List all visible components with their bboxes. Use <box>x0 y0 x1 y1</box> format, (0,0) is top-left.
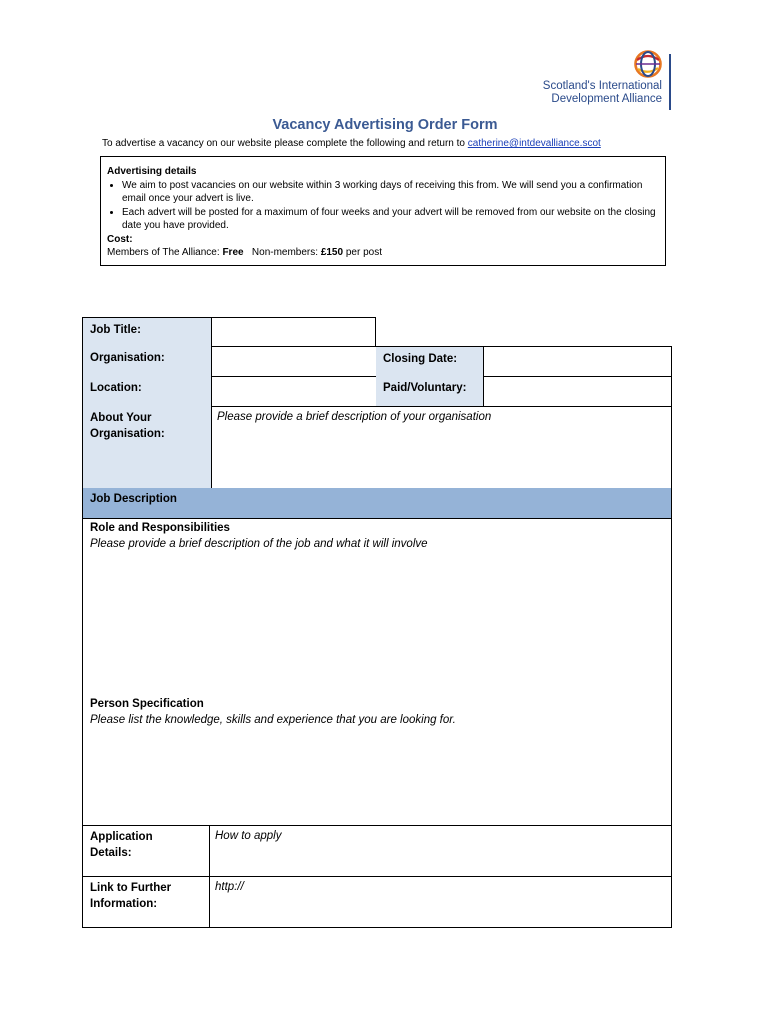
about-label-line-2: Organisation: <box>90 428 165 440</box>
nonmembers-label: Non-members: <box>251 247 321 258</box>
advertising-bullet: • Each advert will be posted for a maximum of four weeks and your advert will be removed from our website on the closing date you have provided. <box>122 206 665 233</box>
nonmembers-suffix: per post <box>343 247 382 258</box>
page-title: Vacancy Advertising Order Form <box>272 117 498 133</box>
further-info-label-line-2: Information: <box>90 898 158 910</box>
job-description-field[interactable] <box>82 518 672 826</box>
organisation-label: Organisation: <box>82 346 212 377</box>
about-organisation-label <box>82 406 212 489</box>
cost-heading: Cost: <box>107 233 133 245</box>
location-label: Location: <box>82 376 212 407</box>
advertising-bullet: • We aim to post vacancies on our website within 3 working days of receiving this from. We will send you a confirmation email once your advert is live. <box>122 179 665 206</box>
globe-logo-icon <box>632 48 664 80</box>
organisation-field[interactable] <box>211 346 377 377</box>
nonmembers-price: £150 <box>320 247 344 258</box>
further-info-label <box>82 876 210 928</box>
location-field[interactable] <box>211 376 377 407</box>
application-details-label <box>82 825 210 877</box>
advertising-bullets <box>107 179 665 233</box>
cost-line <box>107 246 665 260</box>
about-organisation-field[interactable]: Please provide a brief description of your organisation <box>211 406 672 489</box>
advertising-details-box <box>100 156 666 266</box>
paid-voluntary-field[interactable] <box>483 376 672 407</box>
intro-sentence: To advertise a vacancy on our website please complete the following and return to <box>102 138 468 149</box>
paid-voluntary-label: Paid/Voluntary: <box>376 376 484 407</box>
logo-line-1: Scotland's International <box>542 80 662 92</box>
members-label: Members of The Alliance: <box>107 247 223 258</box>
intro-text <box>102 138 601 149</box>
application-label-line-2: Details: <box>90 847 132 859</box>
application-details-field[interactable]: How to apply <box>209 825 672 877</box>
contact-email-link[interactable]: catherine@intdevalliance.scot <box>467 138 601 149</box>
closing-date-field[interactable] <box>483 346 672 377</box>
person-spec-heading: Person Specification <box>90 698 204 710</box>
person-spec-placeholder: Please list the knowledge, skills and experience that you are looking for. <box>90 714 456 726</box>
further-info-label-line-1: Link to Further <box>90 882 172 894</box>
role-heading: Role and Responsibilities <box>90 522 230 534</box>
logo-text <box>540 80 662 106</box>
role-placeholder: Please provide a brief description of the job and what it will involve <box>90 538 428 550</box>
further-info-field[interactable]: http:// <box>209 876 672 928</box>
about-label-line-1: About Your <box>90 412 152 424</box>
job-title-label: Job Title: <box>82 317 212 347</box>
job-title-field[interactable] <box>211 317 376 347</box>
closing-date-label: Closing Date: <box>376 346 484 377</box>
job-description-header: Job Description <box>82 488 672 519</box>
logo-divider <box>669 54 671 110</box>
members-price: Free <box>222 247 244 258</box>
logo-line-2: Development Alliance <box>551 93 662 105</box>
alliance-logo <box>540 48 675 112</box>
advertising-heading: Advertising details <box>107 166 197 177</box>
application-label-line-1: Application <box>90 831 153 843</box>
